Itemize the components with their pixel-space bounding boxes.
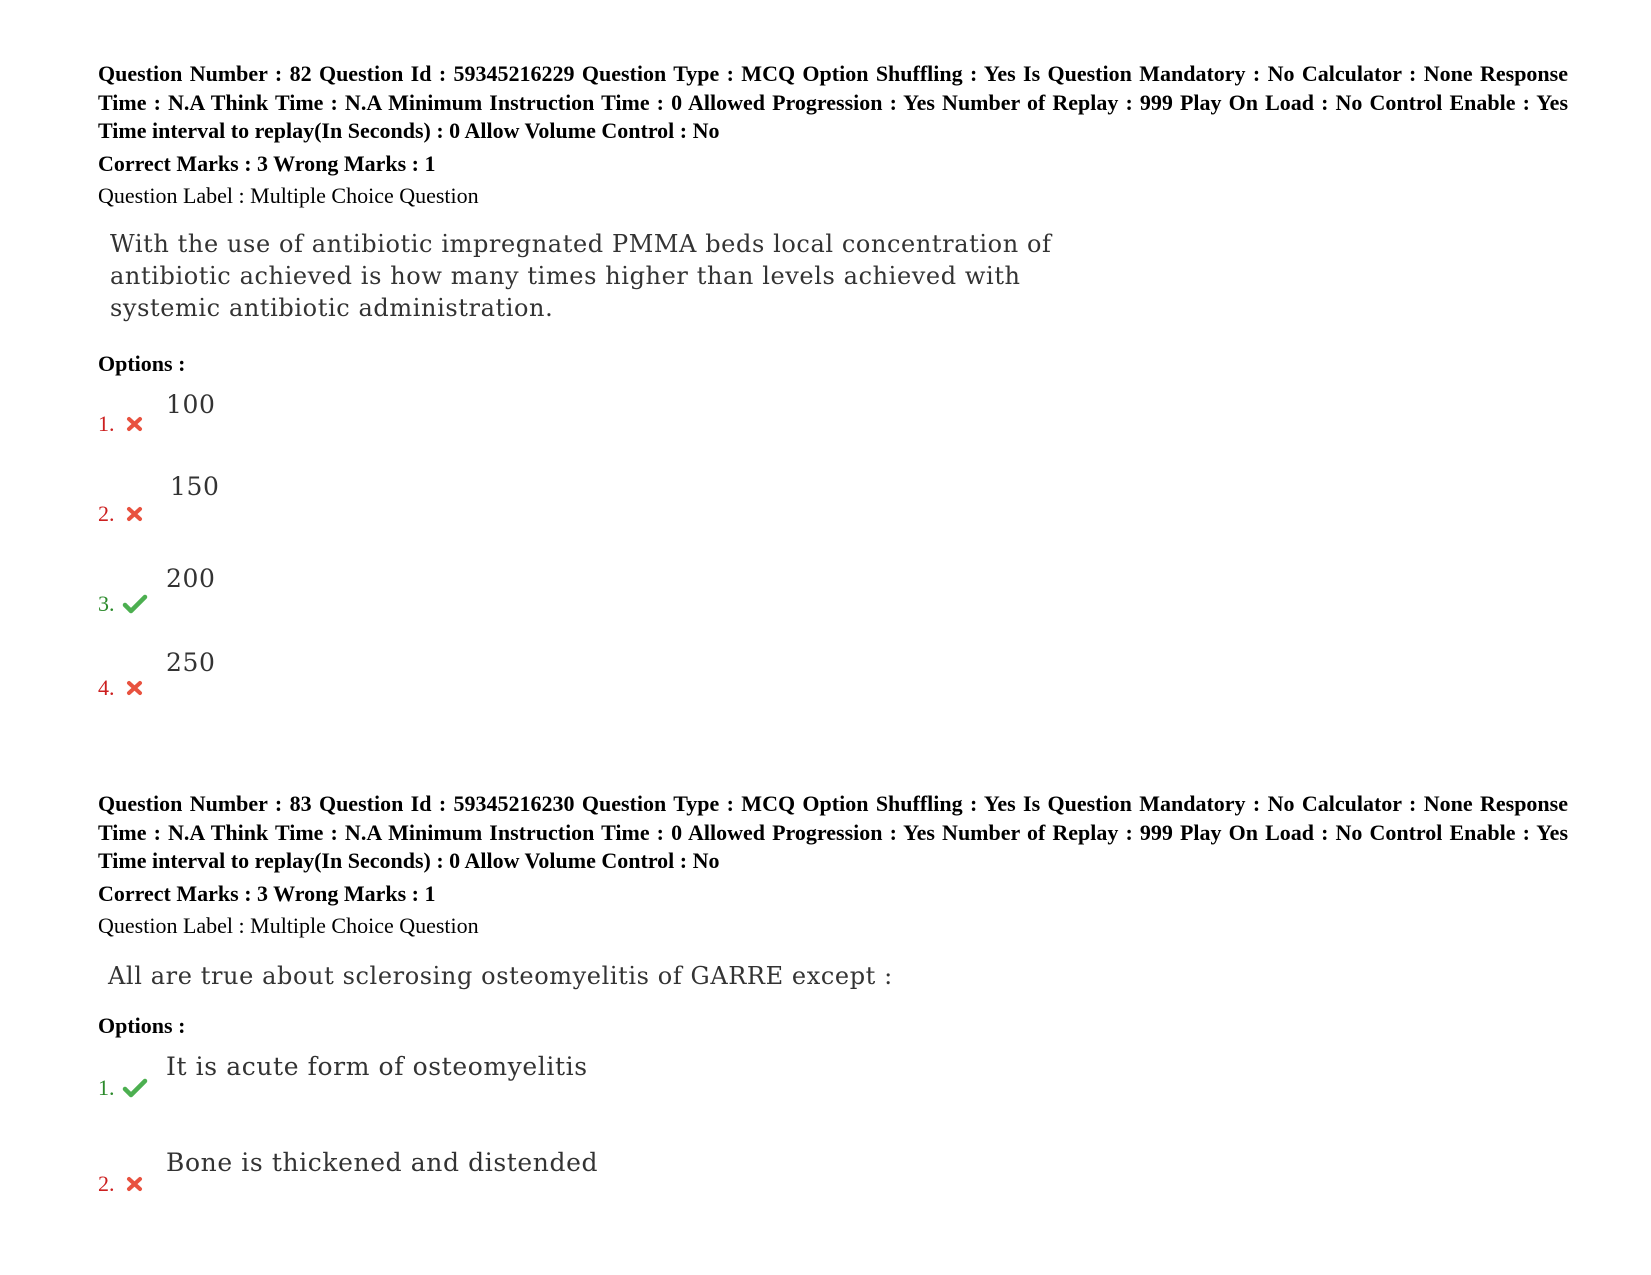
option-text: 250 bbox=[166, 648, 216, 677]
option-number: 2. bbox=[98, 1171, 115, 1196]
question-meta: Question Number : 82 Question Id : 59345216229 Question Type : MCQ Option Shuffling : Yes Is Question Mandatory : No Calculator : None Response Time : N.A Think Time : N.A Minimum Instruction Time : 0 Allowed Progression : Yes Number of Replay : 999 Play On Load : No Control Enable : Yes Time interval to replay(In Seconds) : 0 Allow Volume Control : No bbox=[98, 61, 1568, 143]
question-stem: With the use of antibiotic impregnated PMMA beds local concentration of antibiotic achieved is how many times higher than levels achieved with systemic antibiotic administration. bbox=[110, 229, 1052, 322]
question-83 bbox=[98, 790, 1568, 940]
cross-icon bbox=[124, 504, 146, 524]
option-text: It is acute form of osteomyelitis bbox=[166, 1052, 588, 1081]
question-label: Question Label : Multiple Choice Question bbox=[98, 182, 479, 208]
question-meta: Question Number : 83 Question Id : 59345216230 Question Type : MCQ Option Shuffling : Yes Is Question Mandatory : No Calculator : None Response Time : N.A Think Time : N.A Minimum Instruction Time : 0 Allowed Progression : Yes Number of Replay : 999 Play On Load : No Control Enable : Yes Time interval to replay(In Seconds) : 0 Allow Volume Control : No bbox=[98, 791, 1568, 873]
check-icon bbox=[122, 594, 148, 614]
check-icon bbox=[122, 1078, 148, 1098]
option-text: 150 bbox=[170, 472, 220, 501]
option-4 bbox=[98, 648, 998, 700]
question-label: Question Label : Multiple Choice Question bbox=[98, 912, 479, 938]
option-1 bbox=[98, 390, 998, 436]
option-1 bbox=[98, 1052, 998, 1100]
question-marks: Correct Marks : 3 Wrong Marks : 1 bbox=[98, 150, 436, 176]
option-text: 100 bbox=[166, 390, 216, 419]
option-number: 2. bbox=[98, 501, 115, 526]
option-2 bbox=[98, 1148, 998, 1196]
cross-icon bbox=[124, 1174, 146, 1194]
option-number: 4. bbox=[98, 675, 115, 700]
option-2 bbox=[98, 472, 998, 526]
options-title: Options : bbox=[98, 1013, 186, 1038]
cross-icon bbox=[124, 414, 146, 434]
cross-icon bbox=[124, 678, 146, 698]
option-text: Bone is thickened and distended bbox=[166, 1148, 599, 1177]
option-text: 200 bbox=[166, 564, 216, 593]
option-3 bbox=[98, 564, 998, 616]
option-number: 3. bbox=[98, 591, 115, 616]
question-stem: All are true about sclerosing osteomyelitis of GARRE except : bbox=[108, 962, 893, 990]
question-82 bbox=[98, 60, 1568, 324]
options-title: Options : bbox=[98, 351, 186, 376]
option-number: 1. bbox=[98, 411, 115, 436]
option-number: 1. bbox=[98, 1075, 115, 1100]
question-marks: Correct Marks : 3 Wrong Marks : 1 bbox=[98, 880, 436, 906]
